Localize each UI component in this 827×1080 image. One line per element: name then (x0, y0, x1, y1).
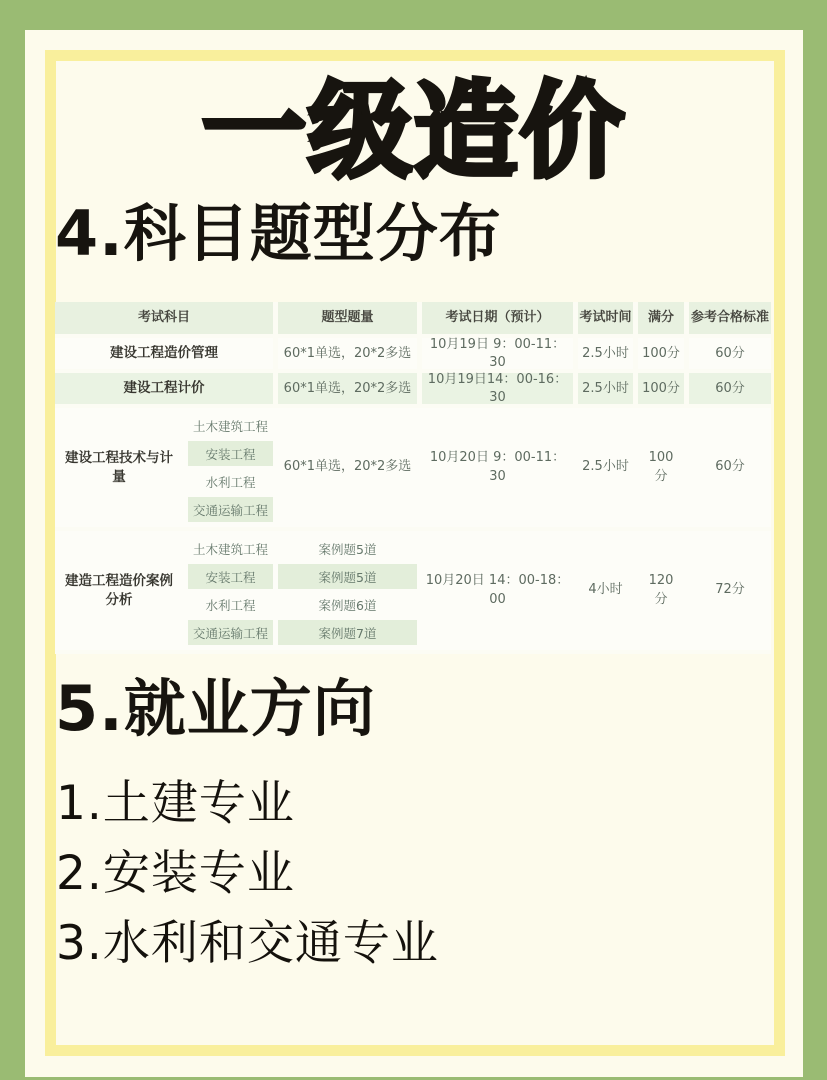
subject-cell: 建设工程技术与计量 (65, 449, 173, 485)
question-types-cell: 60*1单选，20*2多选 (278, 373, 417, 404)
full-score-cell (638, 536, 684, 645)
exam-date-cell: 10月20日 14：00-18：00 (425, 572, 570, 607)
list-item: 3.水利和交通专业 (56, 915, 439, 971)
table-row (55, 338, 771, 369)
section-heading-exam-distribution: 4.科目题型分布 (55, 197, 502, 270)
list-item: 2.安装专业 (56, 845, 295, 901)
pass-score-cell: 60分 (689, 373, 771, 404)
specialty-cell: 安装工程 (188, 564, 273, 589)
column-header-exam-duration: 考试时间 (578, 302, 633, 334)
case-question-cell: 案例题7道 (278, 620, 417, 645)
subject-cell: 建设工程造价管理 (55, 338, 273, 369)
full-score-value: 100分 (648, 449, 674, 484)
specialty-cell: 土木建筑工程 (192, 418, 268, 434)
column-header-question-types: 题型题量 (278, 302, 417, 334)
specialty-subcolumn (188, 413, 273, 522)
specialty-cell: 交通运输工程 (188, 620, 273, 645)
pass-score-cell: 60分 (715, 459, 745, 475)
table-row-group (55, 531, 771, 650)
case-question-cell: 案例题6道 (318, 597, 377, 613)
case-question-cell: 案例题5道 (278, 564, 417, 589)
pass-score-cell: 60分 (689, 338, 771, 369)
pass-score-cell: 72分 (715, 582, 745, 598)
exam-date-cell: 10月20日 9：00-11：30 (429, 449, 566, 484)
exam-duration-cell: 4小时 (588, 582, 623, 598)
section-heading-employment: 5.就业方向 (55, 672, 376, 745)
column-header-full-score: 满分 (638, 302, 684, 334)
table-row (55, 373, 771, 404)
full-score-value: 120分 (648, 572, 674, 607)
exam-duration-cell: 2.5小时 (582, 459, 629, 475)
exam-schedule-table (55, 302, 771, 654)
specialty-subcolumn (188, 536, 273, 645)
question-types-cell: 60*1单选，20*2多选 (283, 459, 412, 475)
exam-duration-cell: 2.5小时 (578, 373, 633, 404)
specialty-cell: 水利工程 (205, 474, 256, 490)
question-types-cell: 60*1单选，20*2多选 (278, 338, 417, 369)
exam-duration-cell: 2.5小时 (578, 338, 633, 369)
exam-date-cell: 10月19日 9：00-11：30 (422, 338, 573, 369)
poster-canvas (25, 30, 803, 1077)
case-question-cell: 案例题5道 (318, 541, 377, 557)
specialty-cell: 安装工程 (188, 441, 273, 466)
specialty-cell: 交通运输工程 (188, 497, 273, 522)
exam-date-cell: 10月19日14：00-16：30 (422, 373, 573, 404)
table-header-row (55, 302, 771, 334)
employment-direction-list (56, 778, 439, 970)
subject-cell: 建设工程计价 (55, 373, 273, 404)
list-item: 1.土建专业 (56, 776, 295, 831)
table-row-group (55, 408, 771, 527)
case-question-subcolumn (278, 536, 417, 645)
full-score-cell (638, 413, 684, 522)
full-score-cell: 100分 (638, 338, 684, 369)
specialty-cell: 土木建筑工程 (192, 541, 268, 557)
column-header-exam-date: 考试日期（预计） (422, 302, 573, 334)
column-header-pass-standard: 参考合格标准 (689, 302, 771, 334)
full-score-cell: 100分 (638, 373, 684, 404)
subject-cell: 建造工程造价案例分析 (65, 572, 173, 608)
poster-title: 一级造价 (201, 70, 626, 192)
column-header-subject: 考试科目 (55, 302, 273, 334)
specialty-cell: 水利工程 (205, 597, 256, 613)
